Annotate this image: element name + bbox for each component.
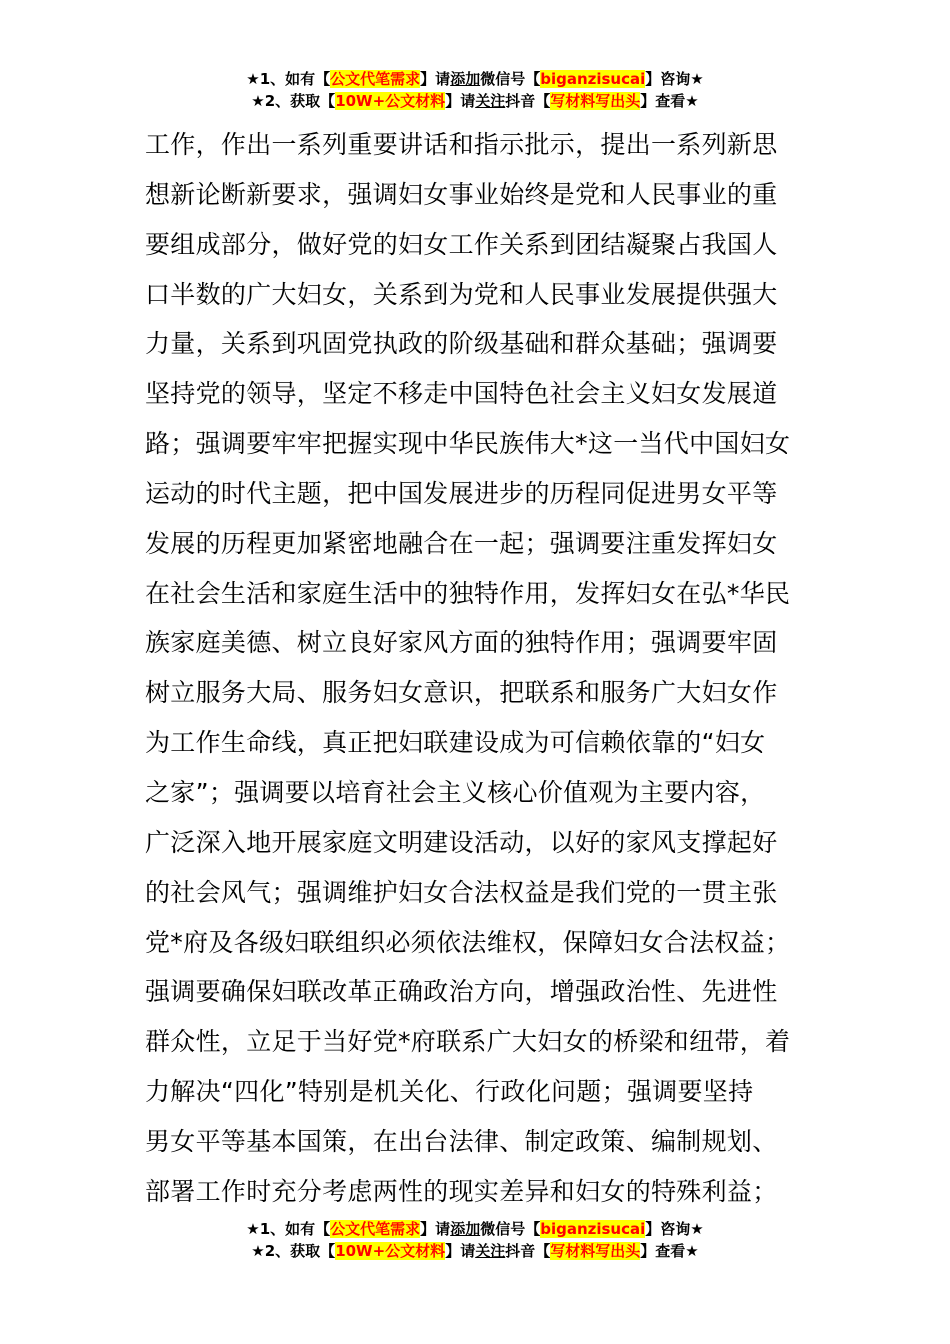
banner-text: 】请 xyxy=(445,92,476,110)
banner-text: 抖音【 xyxy=(505,1242,551,1260)
banner-wechat-id: biganzisucai xyxy=(540,1220,646,1238)
banner-text: 】请 xyxy=(420,70,451,88)
banner-line-1 xyxy=(0,1218,950,1240)
banner-suffix: 】咨询★ xyxy=(645,70,704,88)
body-line: 力量，关系到巩固党执政的阶级基础和群众基础；强调要 xyxy=(145,329,778,359)
banner-text: 抖音【 xyxy=(505,92,551,110)
document-body xyxy=(145,120,815,1217)
body-line: 为工作生命线，真正把妇联建设成为可信赖依靠的“妇女 xyxy=(145,728,766,758)
banner-prefix: ★2、获取【 xyxy=(251,92,336,110)
banner-emphasis: 关注 xyxy=(475,1242,506,1260)
body-line: 路；强调要牢牢把握实现中华民族伟大*这一当代中国妇女 xyxy=(145,429,791,459)
body-line: 群众性，立足于当好党*府联系广大妇女的桥梁和纽带，着 xyxy=(145,1027,791,1057)
banner-text: 】请 xyxy=(445,1242,476,1260)
banner-emphasis: 关注 xyxy=(475,92,506,110)
banner-highlight: 公文代笔需求 xyxy=(330,70,421,88)
body-line: 强调要确保妇联改革正确政治方向，增强政治性、先进性 xyxy=(145,977,778,1007)
banner-line-2 xyxy=(0,90,950,112)
banner-suffix: 】查看★ xyxy=(640,1242,699,1260)
banner-prefix: ★1、如有【 xyxy=(246,1220,331,1238)
banner-suffix: 】查看★ xyxy=(640,92,699,110)
body-line: 工作，作出一系列重要讲话和指示批示，提出一系列新思 xyxy=(145,130,778,159)
body-line: 坚持党的领导，坚定不移走中国特色社会主义妇女发展道 xyxy=(145,379,778,409)
body-line: 想新论断新要求，强调妇女事业始终是党和人民事业的重 xyxy=(145,179,778,209)
banner-line-1 xyxy=(0,68,950,90)
body-line: 树立服务大局、服务妇女意识，把联系和服务广大妇女作 xyxy=(145,678,778,708)
body-line: 的社会风气；强调维护妇女合法权益是我们党的一贯主张 xyxy=(145,877,778,907)
header-banner xyxy=(0,68,950,112)
banner-line-2 xyxy=(0,1240,950,1262)
banner-highlight: 10W+公文材料 xyxy=(335,92,446,110)
banner-highlight: 公文代笔需求 xyxy=(330,1220,421,1238)
banner-text: 微信号【 xyxy=(480,1220,541,1238)
banner-douyin-id: 写材料写出头 xyxy=(550,92,641,110)
body-line: 党*府及各级妇联组织必须依法维权，保障妇女合法权益； xyxy=(145,927,791,957)
body-line: 运动的时代主题，把中国发展进步的历程同促进男女平等 xyxy=(145,478,778,508)
footer-banner xyxy=(0,1218,950,1262)
banner-emphasis: 添加 xyxy=(450,1220,481,1238)
banner-prefix: ★2、获取【 xyxy=(251,1242,336,1260)
banner-wechat-id: biganzisucai xyxy=(540,70,646,88)
banner-highlight: 10W+公文材料 xyxy=(335,1242,446,1260)
body-line: 广泛深入地开展家庭文明建设活动，以好的家风支撑起好 xyxy=(145,827,778,857)
banner-emphasis: 添加 xyxy=(450,70,481,88)
body-line: 在社会生活和家庭生活中的独特作用，发挥妇女在弘*华民 xyxy=(145,578,791,608)
body-line: 部署工作时充分考虑两性的现实差异和妇女的特殊利益； xyxy=(145,1176,778,1206)
body-line: 之家”；强调要以培育社会主义核心价值观为主要内容， xyxy=(145,777,766,807)
banner-text: 】请 xyxy=(420,1220,451,1238)
banner-suffix: 】咨询★ xyxy=(645,1220,704,1238)
body-line: 族家庭美德、树立良好家风方面的独特作用；强调要牢固 xyxy=(145,628,778,658)
banner-text: 微信号【 xyxy=(480,70,541,88)
body-line: 口半数的广大妇女，关系到为党和人民事业发展提供强大 xyxy=(145,279,778,309)
banner-prefix: ★1、如有【 xyxy=(246,70,331,88)
body-line: 男女平等基本国策，在出台法律、制定政策、编制规划、 xyxy=(145,1126,778,1156)
body-line: 要组成部分，做好党的妇女工作关系到团结凝聚占我国人 xyxy=(145,229,778,259)
banner-douyin-id: 写材料写出头 xyxy=(550,1242,641,1260)
body-line: 力解决“四化”特别是机关化、行政化问题；强调要坚持 xyxy=(145,1077,754,1107)
body-line: 发展的历程更加紧密地融合在一起；强调要注重发挥妇女 xyxy=(145,528,778,558)
